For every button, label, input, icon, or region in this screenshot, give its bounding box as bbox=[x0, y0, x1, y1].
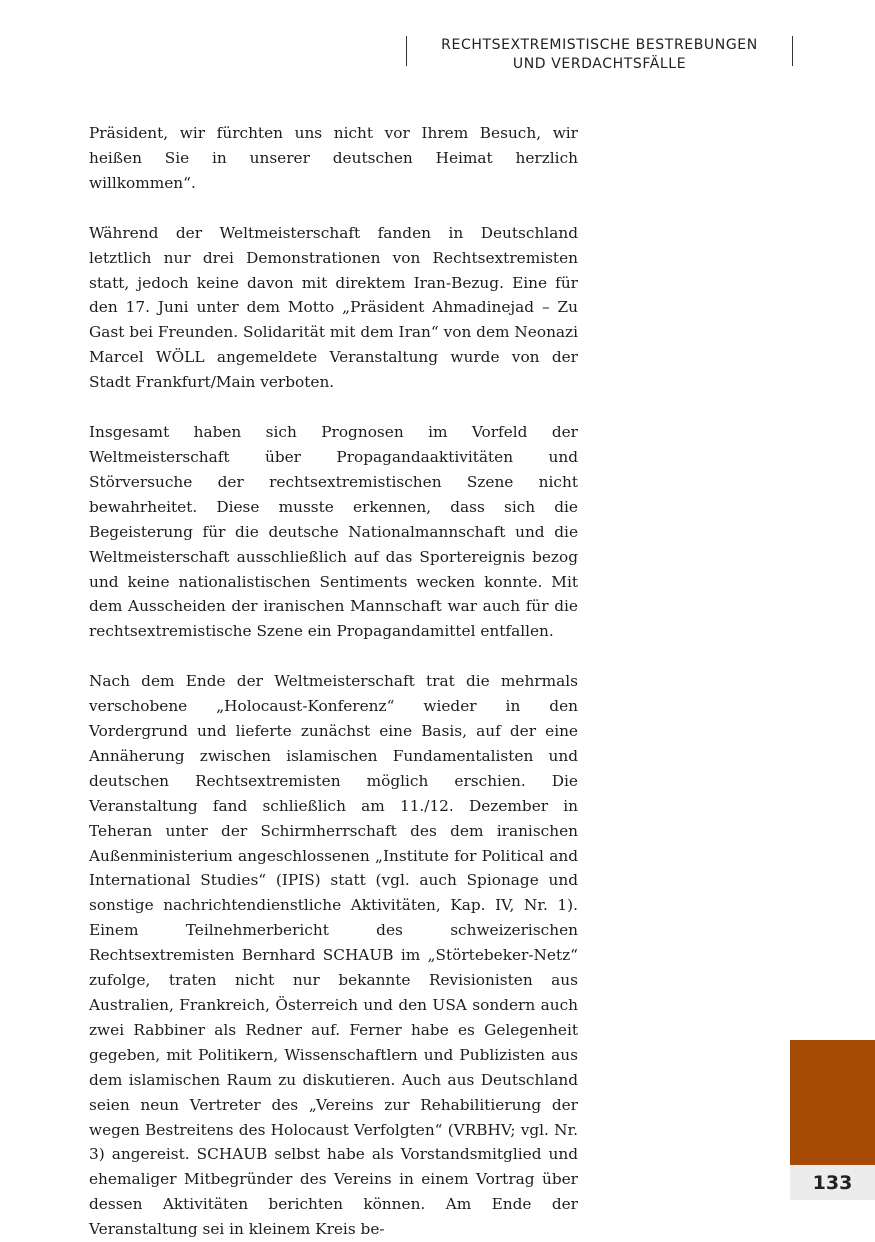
paragraph-prognoses: Insgesamt haben sich Prognosen im Vorfeld der Weltmeisterschaft über Propagandaaktivitäten und Störversuche der rechtsextremistischen Szene nicht bewahrheitet. Diese musste erkennen, dass sich die Begeisterung für die deutsche Nationalmannschaft und die Weltmeisterschaft ausschließlich auf das Sportereignis bezog und keine nationalistischen Sentiments wecken konnte. Mit dem Ausscheiden der iranischen Mannschaft war auch für die rechtsextremistische Szene ein Propagandamittel entfallen. bbox=[89, 423, 578, 641]
paragraph-demonstrations: Während der Weltmeisterschaft fanden in Deutschland letztlich nur drei Demonstrationen von Rechtsextremisten statt, jedoch keine davon mit direktem Iran-Bezug. Eine für den 17. Juni unter dem Motto „Präsident Ahmadinejad – Zu Gast bei Freunden. Solidarität mit dem Iran“ von dem Neonazi Marcel WÖLL angemeldete Veranstaltung wurde von der Stadt Frankfurt/Main verboten. bbox=[89, 223, 578, 392]
running-header-line-2: UND VERDACHTSFÄLLE bbox=[512, 56, 687, 72]
paragraph-holocaust-conference: Nach dem Ende der Weltmeisterschaft trat die mehrmals verschobene „Holocaust-Konferenz“ wieder in den Vordergrund und lieferte zunächst eine Basis, auf der eine Annäherung zwischen islamischen Fundamentalisten und deutschen Rechtsextremisten möglich erschien. Die Veranstaltung fand schließlich am 11./12. Dezember in Teheran unter der Schirmherrschaft des dem iranischen Außenministerium angeschlossenen „Institute for Political and International Studies“ (IPIS) statt (vgl. auch Spionage und sonstige nachrichtendienstliche Aktivitäten, Kap. IV, Nr. 1). Einem Teilnehmerbericht des schweizerischen Rechtsextremisten Bernhard SCHAUB im „Störtebeker-Netz“ zufolge, traten nicht nur bekannte Revisionisten aus Australien, Frankreich, Österreich und den USA sondern auch zwei Rabbiner als Redner auf. Ferner habe es Gelegenheit gegeben, mit Politikern, Wissenschaftlern und Publizisten aus dem islamischen Raum zu diskutieren. Auch aus Deutschland seien neun Vertreter des „Vereins zur Rehabilitierung der wegen Bestreitens des Holocaust Verfolgten“ (VRBHV; vgl. Nr. 3) angereist. SCHAUB selbst habe als Vorstandsmitglied und ehemaliger Mitbegründer des Vereins in einem Vortrag über dessen Aktivitäten berichten können. Am Ende der Veranstaltung sei in kleinem Kreis be- bbox=[89, 672, 578, 1239]
body-text bbox=[89, 121, 578, 1242]
paragraph-continuation: Präsident, wir fürchten uns nicht vor Ihrem Besuch, wir heißen Sie in unserer deutschen Heimat herzlich willkommen“. bbox=[89, 124, 578, 192]
running-header bbox=[406, 36, 793, 72]
page-number bbox=[790, 1165, 875, 1200]
chapter-tab-marker bbox=[790, 1040, 875, 1165]
page-number-text: 133 bbox=[812, 1171, 853, 1194]
running-header-line-1: RECHTSEXTREMISTISCHE BESTREBUNGEN bbox=[441, 37, 758, 53]
